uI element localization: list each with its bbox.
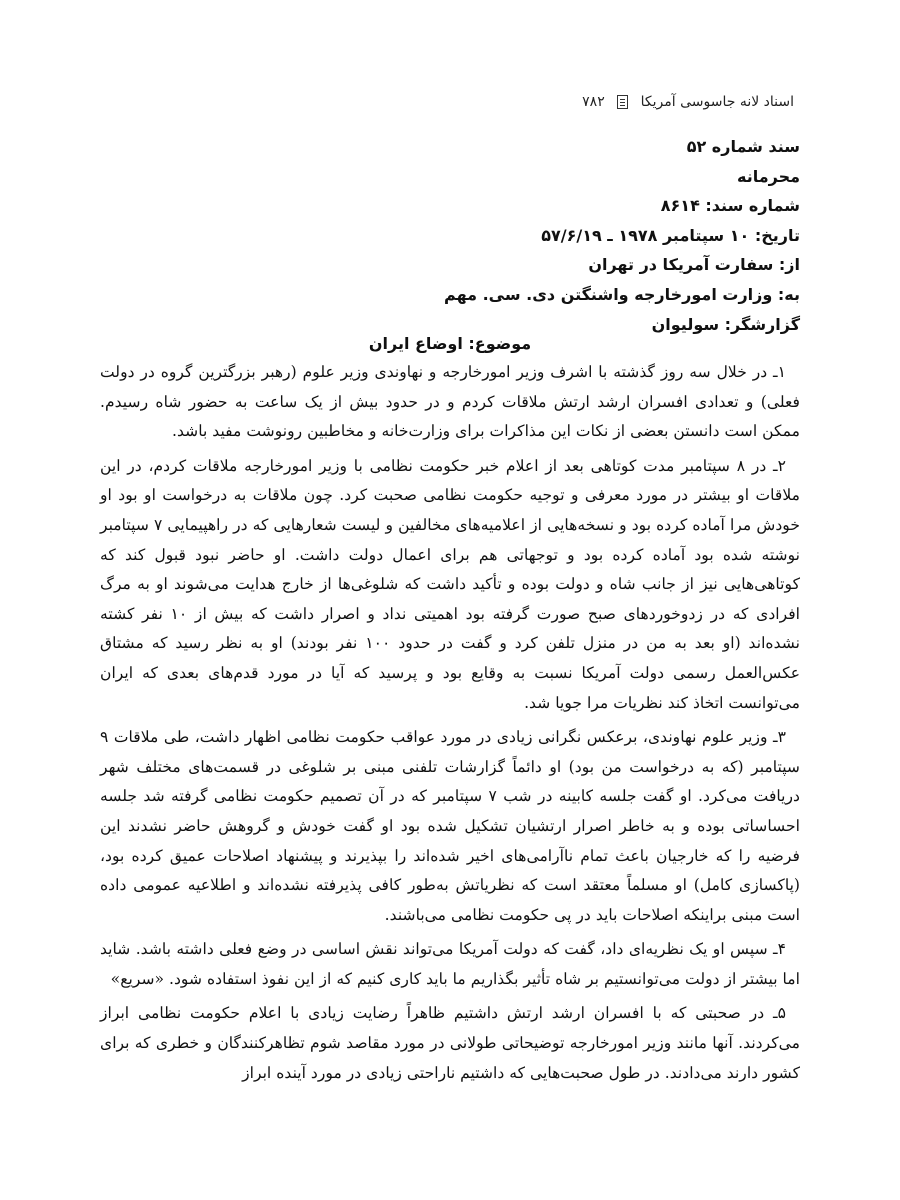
header-title: اسناد لانه جاسوسی آمریکا	[640, 94, 794, 110]
doc-label: سند شماره ۵۲	[686, 137, 800, 156]
paragraph-4: ۴ـ سپس او یک نظریه‌ای داد، گفت که دولت آمریکا می‌تواند نقش اساسی در وضع فعلی داشته باشد. شاید اما بیشتر از دولت می‌توانستیم بر شاه تأثیر بگذاریم ما باید کاری کنیم که از این نفوذ استفاده شود. «سریع»	[100, 940, 800, 988]
paragraph-1: ۱ـ در خلال سه روز گذشته با اشرف وزیر امورخارجه و نهاوندی وزیر علوم (رهبر بزرگترین گروه در دولت فعلی) و تعدادی افسران ارشد ارتش ملاقات کردم و در حدود بیش از یک ساعت به حضور شاه رسیدم. ممکن است دانستن بعضی از نکات این مذاکرات برای وزارت‌خانه و مخاطبین رونوشت مفید باشد.	[100, 363, 800, 441]
paragraph-5: ۵ـ در صحبتی که با افسران ارشد ارتش داشتیم ظاهراً رضایت زیادی با اعلام حکومت نظامی ابراز می‌کردند. آنها مانند وزیر امورخارجه توضیحاتی طولانی در مورد مقاصد شوم تظاهرکنندگان و خطری که برای کشور دارند می‌دادند. در طول صحبت‌هایی که داشتیم ناراحتی زیادی در مورد آینده ابراز	[100, 1004, 800, 1082]
document-metadata	[100, 132, 800, 339]
paragraph-3: ۳ـ وزیر علوم نهاوندی، برعکس نگرانی زیادی در مورد عواقب حکومت نظامی اظهار داشت، طی ملاقات ۹ سپتامبر (که به درخواست من بود) او دائماً گزارشات تلفنی مبنی بر شلوغی در قسمت‌های مختلف شهر دریافت می‌کرد. او گفت جلسه کابینه در شب ۷ سپتامبر که در آن تصمیم حکومت نظامی گرفته شد جلسه احساساتی بوده و به خاطر اصرار ارتشیان تشکیل شده بود او گفت خودش و گروهش حاضر نشدند این فرضیه را که خارجیان باعث تمام ناآرامی‌های اخیر شده‌اند را بپذیرند و پیشنهاد اصلاحات عمیق کرده بود، (پاکسازی کامل) او مسلماً معتقد است که نظریاتش به‌طور کافی پذیرفته نشده‌اند و اطلاعیه عمومی داده است مبنی براینکه اصلاحات باید در پی حکومت نظامی می‌باشند.	[100, 728, 800, 924]
doc-number: شماره سند: ۸۶۱۴	[660, 196, 800, 216]
doc-to: به: وزارت امورخارجه واشنگتن دی. سی. مهم	[444, 284, 800, 304]
doc-date: تاریخ: ۱۰ سپتامبر ۱۹۷۸ ـ ۵۷/۶/۱۹	[541, 225, 800, 245]
page-number: ۷۸۲	[582, 94, 605, 110]
doc-reporter: گزارشگر: سولیوان	[651, 314, 800, 334]
classification: محرمانه	[736, 166, 800, 186]
subject-line: موضوع: اوضاع ایران	[368, 334, 532, 353]
document-icon	[617, 95, 628, 109]
running-header	[100, 94, 794, 110]
paragraph-2: ۲ـ در ۸ سپتامبر مدت کوتاهی بعد از اعلام خبر حکومت نظامی با وزیر امورخارجه ملاقات کردم، در این ملاقات او بیشتر در مورد معرفی و توجیه حکومت نظامی صحبت کرد. چون ملاقات به درخواست او بود او خودش مرا آماده کرده بود و نسخه‌هایی از اعلامیه‌های مخالفین و لیست شعارهایی که در راهپیمایی ۷ سپتامبر نوشته شده بود آماده کرده بود و توجهاتی هم برای اعمال دولت داشت. او حاضر نبود قبول کند که کوتاهی‌هایی نیز از جانب شاه و دولت بوده و تأکید داشت که شلوغی‌ها از خارج هدایت می‌شوند او به مرگ افرادی که در زدوخوردهای صبح صورت گرفته بود اهمیتی نداد و اصرار داشت که بیش از ۱۰ نفر کشته نشده‌اند (او بعد به من در منزل تلفن کرد و گفت در حدود ۱۰۰ نفر بودند) او به نظر رسید که مشتاق عکس‌العمل رسمی دولت آمریکا نسبت به وقایع بود و پرسید که آیا در مورد قدم‌های بعدی که ایران می‌توانست اتخاذ کند نظریات مرا جویا شد.	[100, 456, 801, 712]
doc-from: از: سفارت آمریکا در تهران	[588, 255, 800, 275]
document-body	[100, 358, 800, 1093]
